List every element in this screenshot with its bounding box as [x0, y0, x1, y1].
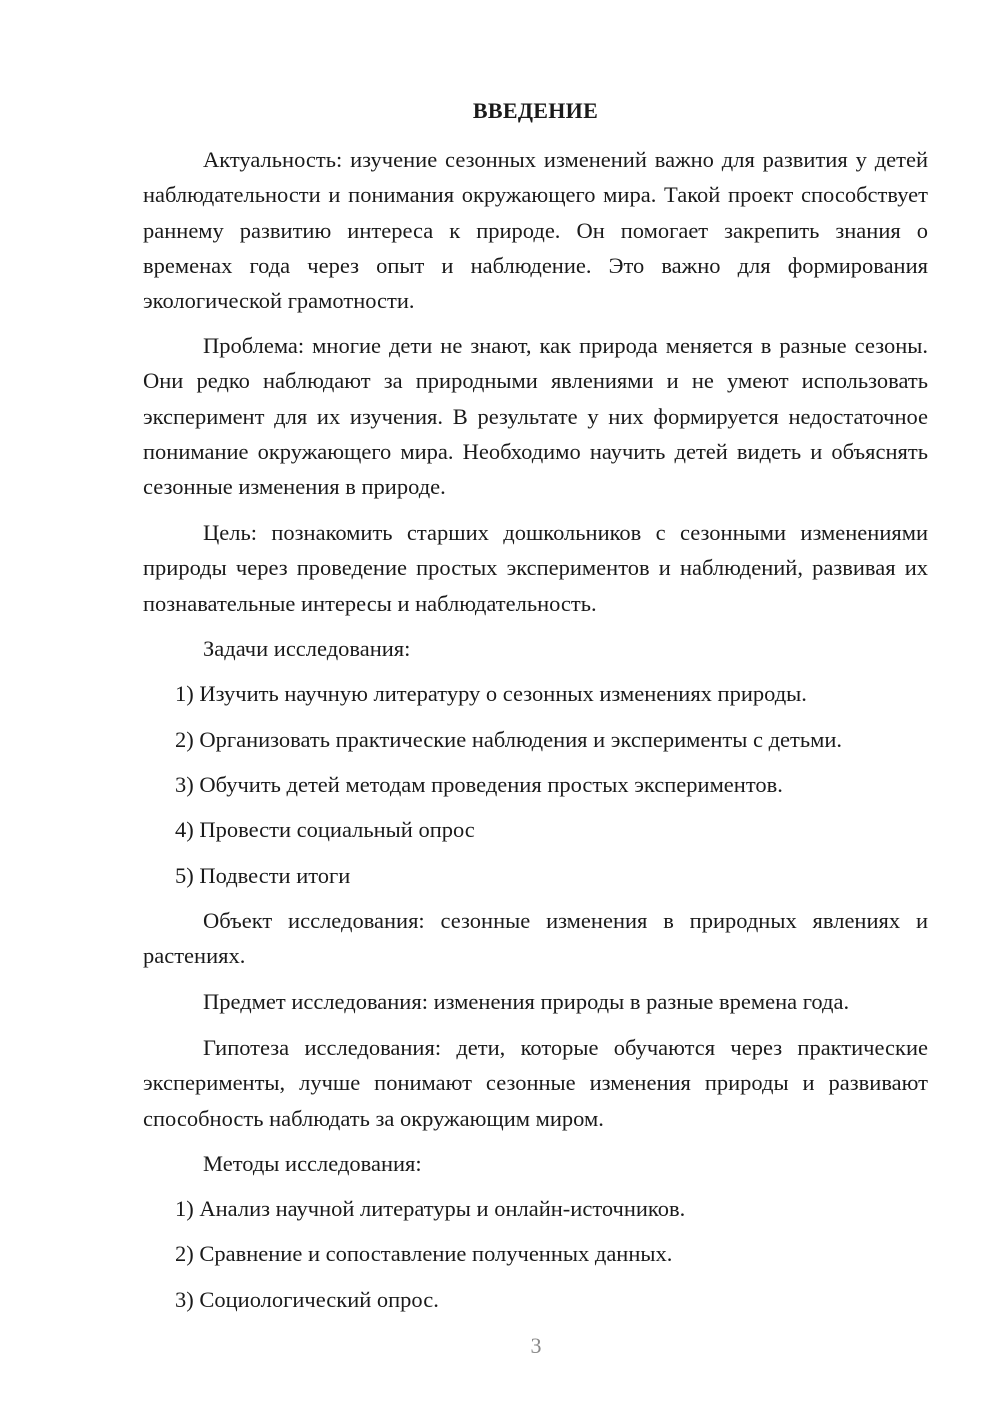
tasks-heading: Задачи исследования:	[203, 636, 411, 661]
task-item: 2) Организовать практические наблюдения и эксперименты с детьми.	[175, 727, 843, 752]
method-item: 1) Анализ научной литературы и онлайн-источников.	[175, 1196, 686, 1221]
paragraph-goal: Цель: познакомить старших дошкольников с сезонными изменениями природы через проведение простых экспериментов и наблюдений, развивая их познавательные интересы и наблюдательность.	[143, 520, 928, 616]
paragraph-object: Объект исследования: сезонные изменения в природных явлениях и растениях.	[143, 908, 928, 969]
paragraph-hypothesis: Гипотеза исследования: дети, которые обучаются через практические эксперименты, лучше понимают сезонные изменения природы и развивают способность наблюдать за окружающим миром.	[143, 1035, 928, 1131]
task-item: 3) Обучить детей методам проведения простых экспериментов.	[175, 772, 783, 797]
paragraph-subject: Предмет исследования: изменения природы в разные времена года.	[203, 989, 850, 1014]
section-title: ВВЕДЕНИЕ	[472, 98, 599, 123]
method-item: 2) Сравнение и сопоставление полученных данных.	[175, 1241, 673, 1266]
page-number: 3	[530, 1333, 542, 1358]
methods-heading: Методы исследования:	[203, 1151, 422, 1176]
task-item: 1) Изучить научную литературу о сезонных изменениях природы.	[175, 681, 807, 706]
paragraph-relevance: Актуальность: изучение сезонных изменений важно для развития у детей наблюдательности и понимания окружающего мира. Такой проект способствует раннему развитию интереса к природе. Он помогает закрепить знания о временах года через опыт и наблюдение. Это важно для формирования экологической грамотности.	[143, 147, 928, 314]
method-item: 3) Социологический опрос.	[175, 1287, 439, 1312]
task-item: 5) Подвести итоги	[175, 863, 351, 888]
paragraph-problem: Проблема: многие дети не знают, как природа меняется в разные сезоны. Они редко наблюдают за природными явлениями и не умеют использовать эксперимент для их изучения. В результате у них формируется недостаточное понимание окружающего мира. Необходимо научить детей видеть и объяснять сезонные изменения в природе.	[143, 333, 928, 500]
task-item: 4) Провести социальный опрос	[175, 817, 475, 842]
